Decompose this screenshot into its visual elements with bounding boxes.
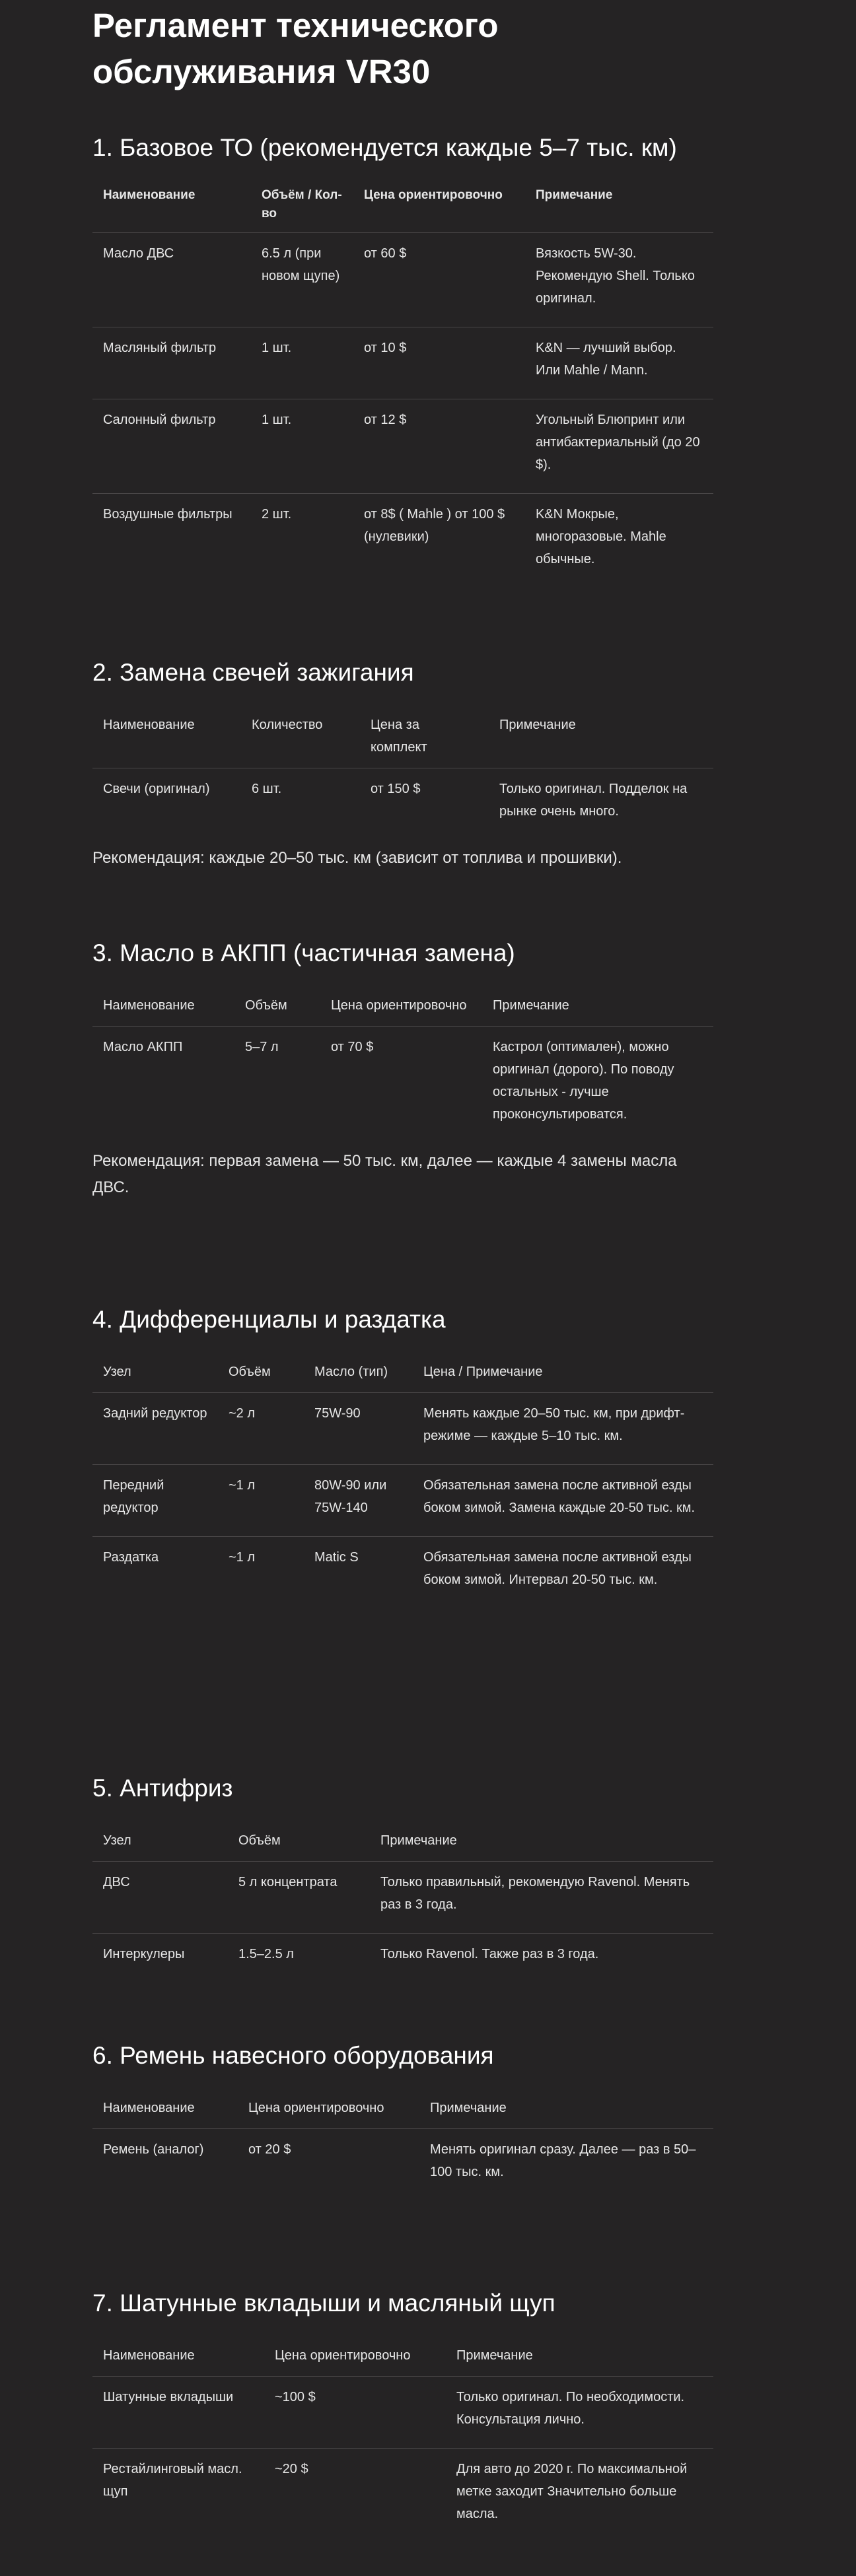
section-bearings-dipstick xyxy=(92,2288,713,2542)
table-cell: ~1 л xyxy=(218,1537,304,1609)
col-header: Примечание xyxy=(499,718,576,732)
basic-service-table xyxy=(92,181,713,588)
table-header-row xyxy=(92,2339,713,2377)
table-cell: 80W-90 или 75W-140 xyxy=(304,1465,413,1537)
differentials-table xyxy=(92,1355,713,1608)
section-heading: 3. Масло в АКПП (частичная замена) xyxy=(92,939,515,966)
accessory-belt-table xyxy=(92,2091,713,2200)
table-row xyxy=(92,1027,713,1143)
table-cell: Matic S xyxy=(304,1537,413,1609)
table-cell: Раздатка xyxy=(92,1537,218,1609)
col-header: Объём xyxy=(238,1833,281,1848)
table-header-row xyxy=(92,989,713,1027)
table-row xyxy=(92,1934,713,1983)
table-row xyxy=(92,2449,713,2543)
table-row xyxy=(92,327,713,399)
table-cell: от 20 $ xyxy=(238,2129,419,2201)
table-cell: K&N — лучший выбор. Или Mahle / Mann. xyxy=(525,327,713,399)
col-header: Наименование xyxy=(103,998,195,1013)
table-cell: Масло ДВС xyxy=(92,233,251,327)
table-header-row xyxy=(92,2091,713,2129)
col-header: Масло (тип) xyxy=(314,1365,388,1379)
col-header: Цена ориентировочно xyxy=(275,2348,411,2363)
col-header: Объём xyxy=(229,1365,271,1379)
table-row xyxy=(92,2129,713,2201)
table-cell: 5–7 л xyxy=(234,1027,320,1143)
section-heading: 1. Базовое ТО (рекомендуется каждые 5–7 тыс. км) xyxy=(92,134,677,161)
table-cell: Вязкость 5W-30. Рекомендую Shell. Только оригинал. xyxy=(525,233,713,327)
table-header-row xyxy=(92,1824,713,1862)
table-row xyxy=(92,399,713,494)
table-cell: от 60 $ xyxy=(353,233,525,327)
table-cell: 5 л концентрата xyxy=(228,1862,370,1934)
table-cell: Интеркулеры xyxy=(92,1934,228,1983)
table-cell: Масляный фильтр xyxy=(92,327,251,399)
table-cell: Передний редуктор xyxy=(92,1465,218,1537)
col-header: Количество xyxy=(252,718,323,732)
col-header: Цена / Примечание xyxy=(423,1365,543,1379)
table-cell: Ремень (аналог) xyxy=(92,2129,238,2201)
table-row xyxy=(92,233,713,327)
col-header: Примечание xyxy=(456,2348,533,2363)
table-cell: Только оригинал. Подделок на рынке очень много. xyxy=(489,768,713,840)
spark-plugs-table xyxy=(92,708,713,840)
table-header-row xyxy=(92,181,713,233)
table-cell: Только Ravenol. Также раз в 3 года. xyxy=(370,1934,713,1983)
page-title: Регламент технического обслуживания VR30 xyxy=(92,7,499,90)
col-header: Объём / Кол-во xyxy=(262,188,342,220)
section-spark-plugs xyxy=(92,657,713,871)
table-cell: от 10 $ xyxy=(353,327,525,399)
table-cell: 75W-90 xyxy=(304,1393,413,1465)
col-header: Цена ориентировочно xyxy=(331,998,467,1013)
table-cell: ~20 $ xyxy=(264,2449,446,2543)
col-header: Примечание xyxy=(430,2101,507,2115)
section-heading: 5. Антифриз xyxy=(92,1775,233,1802)
table-cell: Для авто до 2020 г. По максимальной метке заходит Значительно больше масла. xyxy=(446,2449,713,2543)
table-cell: 1 шт. xyxy=(251,399,353,494)
table-row xyxy=(92,2377,713,2449)
col-header: Цена ориентировочно xyxy=(248,2101,384,2115)
table-cell: 2 шт. xyxy=(251,494,353,588)
table-cell: Воздушные фильтры xyxy=(92,494,251,588)
table-cell: Только оригинал. По необходимости. Консультация лично. xyxy=(446,2377,713,2449)
section-heading: 4. Дифференциалы и раздатка xyxy=(92,1306,446,1333)
table-cell: Свечи (оригинал) xyxy=(92,768,241,840)
table-cell: от 12 $ xyxy=(353,399,525,494)
table-cell: Салонный фильтр xyxy=(92,399,251,494)
col-header: Цена ориентировочно xyxy=(364,188,503,202)
table-cell: 6.5 л (при новом щупе) xyxy=(251,233,353,327)
table-cell: ~1 л xyxy=(218,1465,304,1537)
table-row xyxy=(92,1537,713,1609)
section-antifreeze xyxy=(92,1773,713,1983)
col-header: Примечание xyxy=(493,998,569,1013)
section-heading: 6. Ремень навесного оборудования xyxy=(92,2042,494,2069)
col-header: Примечание xyxy=(380,1833,457,1848)
col-header: Объём xyxy=(245,998,287,1013)
table-header-row xyxy=(92,708,713,768)
table-row xyxy=(92,1465,713,1537)
table-cell: ДВС xyxy=(92,1862,228,1934)
recommendation-note: Рекомендация: каждые 20–50 тыс. км (зависит от топлива и прошивки). xyxy=(92,849,622,867)
table-cell: Обязательная замена после активной езды боком зимой. Замена каждые 20-50 тыс. км. xyxy=(413,1465,713,1537)
table-row xyxy=(92,768,713,840)
table-row xyxy=(92,494,713,588)
table-cell: Менять каждые 20–50 тыс. км, при дрифт-режиме — каждые 5–10 тыс. км. xyxy=(413,1393,713,1465)
col-header: Наименование xyxy=(103,188,196,202)
col-header: Наименование xyxy=(103,718,195,732)
antifreeze-table xyxy=(92,1824,713,1983)
table-cell: Задний редуктор xyxy=(92,1393,218,1465)
col-header: Наименование xyxy=(103,2348,195,2363)
section-transmission-oil xyxy=(92,937,713,1201)
table-cell: ~2 л xyxy=(218,1393,304,1465)
section-heading: 7. Шатунные вкладыши и масляный щуп xyxy=(92,2289,555,2317)
table-cell: Менять оригинал сразу. Далее — раз в 50–100 тыс. км. xyxy=(419,2129,713,2201)
section-heading: 2. Замена свечей зажигания xyxy=(92,659,414,686)
table-row xyxy=(92,1393,713,1465)
section-basic-service xyxy=(92,132,713,588)
table-cell: Шатунные вкладыши xyxy=(92,2377,264,2449)
col-header: Цена за комплект xyxy=(371,718,427,755)
transmission-oil-table xyxy=(92,989,713,1143)
bearings-dipstick-table xyxy=(92,2339,713,2542)
table-cell: Кастрол (оптимален), можно оригинал (дорого). По поводу остальных - лучше проконсультироватся. xyxy=(482,1027,713,1143)
table-header-row xyxy=(92,1355,713,1393)
table-cell: 1.5–2.5 л xyxy=(228,1934,370,1983)
table-cell: 1 шт. xyxy=(251,327,353,399)
section-differentials xyxy=(92,1304,713,1608)
table-cell: от 150 $ xyxy=(360,768,489,840)
table-cell: Только правильный, рекомендую Ravenol. Менять раз в 3 года. xyxy=(370,1862,713,1934)
table-cell: Масло АКПП xyxy=(92,1027,234,1143)
section-accessory-belt xyxy=(92,2040,713,2200)
table-cell: ~100 $ xyxy=(264,2377,446,2449)
col-header: Узел xyxy=(103,1365,131,1379)
col-header: Наименование xyxy=(103,2101,195,2115)
col-header: Узел xyxy=(103,1833,131,1848)
table-cell: 6 шт. xyxy=(241,768,360,840)
table-cell: Угольный Блюпринт или антибактериальный (до 20 $). xyxy=(525,399,713,494)
recommendation-note: Рекомендация: первая замена — 50 тыс. км, далее — каждые 4 замены масла ДВС. xyxy=(92,1152,677,1196)
table-row xyxy=(92,1862,713,1934)
col-header: Примечание xyxy=(536,188,613,202)
table-cell: Рестайлинговый масл. щуп xyxy=(92,2449,264,2543)
table-cell: от 70 $ xyxy=(320,1027,482,1143)
table-cell: от 8$ ( Mahle ) от 100 $ (нулевики) xyxy=(353,494,525,588)
table-cell: K&N Мокрые, многоразовые. Mahle обычные. xyxy=(525,494,713,588)
table-cell: Обязательная замена после активной езды боком зимой. Интервал 20-50 тыс. км. xyxy=(413,1537,713,1609)
